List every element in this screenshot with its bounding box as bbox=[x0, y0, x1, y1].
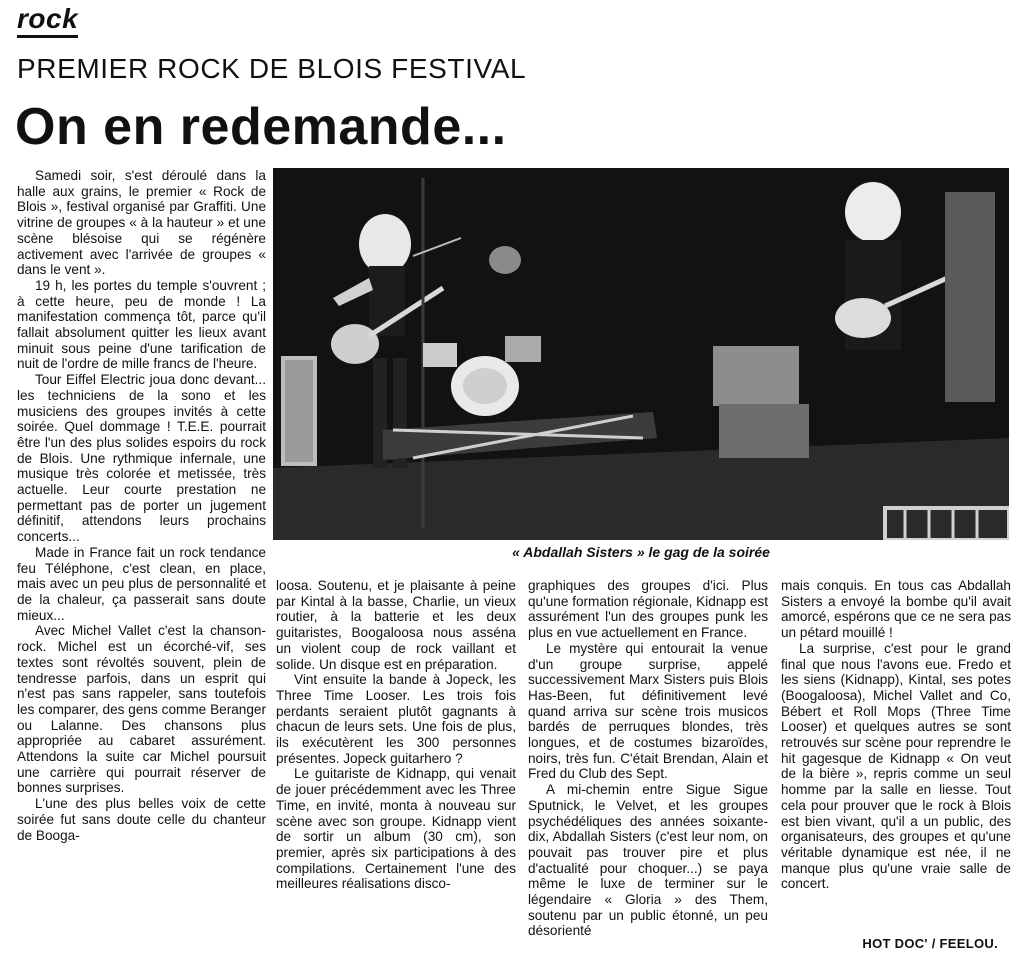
paragraph: mais conquis. En tous cas Abdallah Sisters a envoyé la bombe qu'il avait amorcé, espérons que ce ne sera pas un pétard mouillé ! bbox=[781, 578, 1011, 641]
paragraph: 19 h, les portes du temple s'ouvrent ; à cette heure, peu de monde ! La manifestation commença tôt, parce qu'il fallait absolument quitter les lieux avant minuit sous peine d'une tarification de nuit de l'ordre de mille francs de l'heure. bbox=[17, 277, 266, 372]
headline: On en redemande... bbox=[15, 98, 507, 156]
photo-caption: « Abdallah Sisters » le gag de la soirée bbox=[512, 544, 770, 560]
article-column-2 bbox=[276, 578, 516, 968]
paragraph: Le mystère qui entourait la venue d'un groupe surprise, appelé successivement Marx Sisters puis Blois Has-Been, fut définitivement levé quand arriva sur scène trois musicos bardés de perruques blondes, très longues, et de costumes bizaroïdes, noirs, très fun. C'était Brendan, Alain et Fred du Club des Sept. bbox=[528, 640, 768, 782]
article-column-4 bbox=[781, 578, 1011, 968]
kicker-title: PREMIER ROCK DE BLOIS FESTIVAL bbox=[17, 53, 527, 84]
paragraph: Le guitariste de Kidnapp, qui venait de jouer précédemment avec les Three Time, en invité, monta à nouveau sur scène avec son groupe. Kidnapp vient de sortir un album (30 cm), son premier, après six participations à des compilations. Certainement l'une des meilleures réalisations disco- bbox=[276, 766, 516, 892]
byline-signature: HOT DOC' / FEELOU. bbox=[862, 936, 998, 951]
article-column-3 bbox=[528, 578, 768, 968]
article-column-1 bbox=[17, 168, 266, 968]
paragraph: Samedi soir, s'est déroulé dans la halle aux grains, le premier « Rock de Blois », festival organisé par Graffiti. Une vitrine de groupes « à la hauteur » et une scène blésoise qui se régénère activement avec l'arrivée de groupes « dans le vent ». bbox=[17, 168, 266, 278]
paragraph: Tour Eiffel Electric joua donc devant... les techniciens de la sono et les musiciens des groupes invités à cette soirée. Quel dommage ! T.E.E. pourrait être l'un des plus solides espoirs du rock de Blois. Une rythmique infernale, une musique très colorée et metissée, très actuelle. Leur courte prestation ne permettant pas de porter un jugement définitif, attendons leurs prochains concerts... bbox=[17, 372, 266, 545]
paragraph: A mi-chemin entre Sigue Sigue Sputnick, le Velvet, et les groupes psychédéliques des années soixante-dix, Abdallah Sisters (c'est leur nom, on pouvait pas trouver pire et plus d'actualité pour choquer...) se paya même le luxe de terminer sur le légendaire « Gloria » des Them, soutenu par un public étonné, un peu désorienté bbox=[528, 782, 768, 939]
paragraph: Avec Michel Vallet c'est la chanson-rock. Michel est un écorché-vif, ses textes sont révoltés souvent, plein de tendresse parfois, dans un esprit qui n'est pas sans rappeler, sans toutefois les comparer, des gens comme Beranger ou Lalanne. Des chansons plus appropriée au cabaret assurément. Attendons la suite car Michel poursuit une carrière qui pourrait réserver de bonnes surprises. bbox=[17, 623, 266, 796]
paragraph: Made in France fait un rock tendance feu Téléphone, c'est clean, en place, mais avec un peu plus de personnalité et de la chaleur, ça passerait sans doute mieux... bbox=[17, 544, 266, 623]
concert-photo bbox=[273, 168, 1009, 540]
paragraph: L'une des plus belles voix de cette soirée fut sans doute celle du chanteur de Booga- bbox=[17, 796, 266, 843]
paragraph: La surprise, c'est pour le grand final que nous l'avons eue. Fredo et les siens (Kidnapp), Kintal, ses potes (Boogaloosa), Michel Vallet and Co, Bébert et Roll Mops (Three Time Looser) et quelques autres se sont retrouvés sur scène pour reprendre le hit gagesque de Kidnapp « On veut de la bière », repris comme un seul homme par la salle en liesse. Tout cela pour prouver que le rock à Blois est bien vivant, qu'il a un public, des organisateurs, des groupes et qu'une véritable dynamique est née, il ne manque plus qu'une vraie salle de concert. bbox=[781, 640, 1011, 892]
paragraph: Vint ensuite la bande à Jopeck, les Three Time Looser. Les trois fois perdants seraient plutôt gagnants à chacun de leurs sets. Une fois de plus, ils exécutèrent les 300 personnes présentes. Jopeck guitarhero ? bbox=[276, 672, 516, 766]
section-rubric: rock bbox=[17, 4, 78, 38]
paragraph: loosa. Soutenu, et je plaisante à peine par Kintal à la basse, Charlie, un vieux routier, à la batterie et les deux guitaristes, Boogaloosa nous asséna un violent coup de rock vaillant et solide. Un disque est en préparation. bbox=[276, 578, 516, 672]
paragraph: graphiques des groupes d'ici. Plus qu'une formation régionale, Kidnapp est assurément l'un des groupes punk les plus en vue actuellement en France. bbox=[528, 578, 768, 641]
